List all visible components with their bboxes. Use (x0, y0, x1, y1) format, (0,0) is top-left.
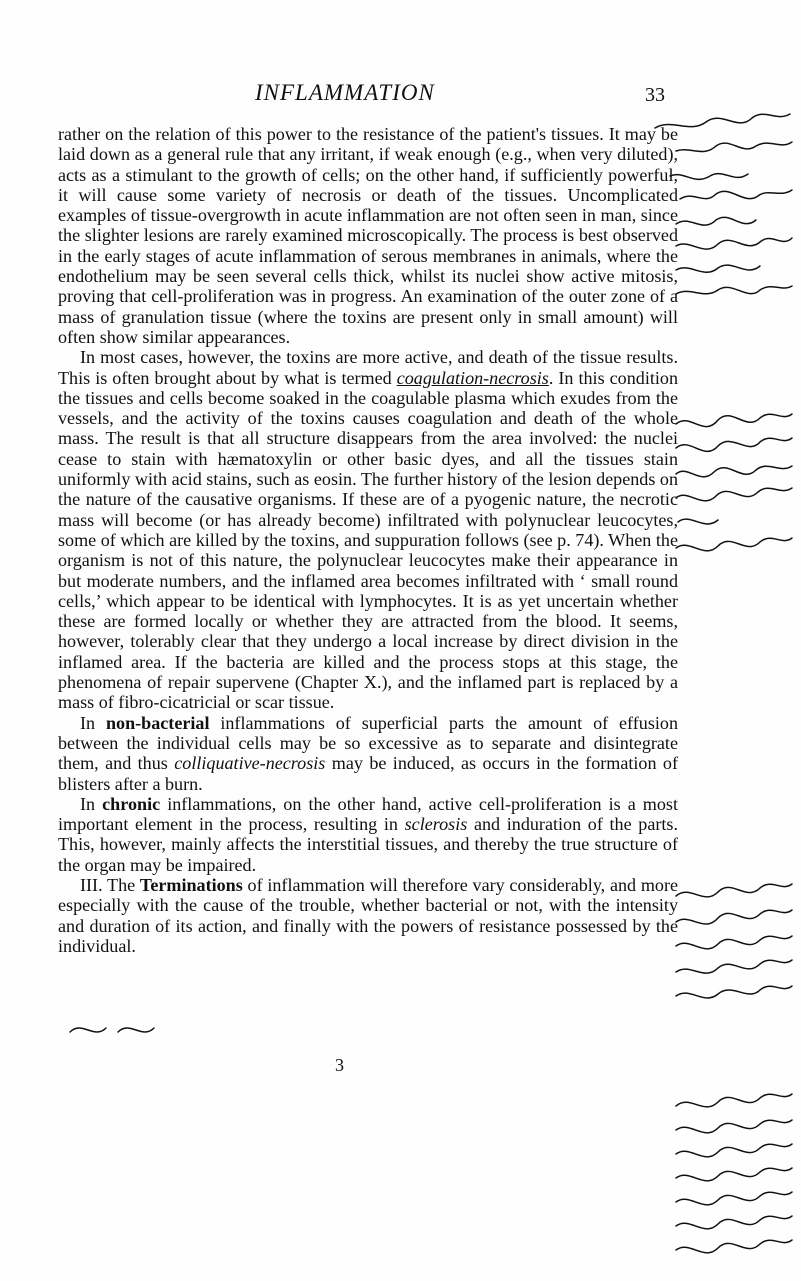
handwriting-stroke-21 (676, 1120, 792, 1133)
handwriting-mark-left-1 (70, 1028, 106, 1032)
signature-number: 3 (335, 1055, 344, 1075)
running-head: INFLAMMATION (255, 80, 435, 105)
paragraph-1-text: rather on the relation of this power to the resistance of the patient's tissues. It may be laid down as a general rule that any irritant, if weak enough (e.g., when very diluted), acts as a stimulant to the growth of cells; on the other hand, if sufficiently powerful, it will cause some variety of necrosis or death of the tissues. Uncomplicated examples of tissue-overgrowth in acute inflammation are not often seen in man, since the slighter lesions are rarely examined microscopically. The process is best observed in the early stages of acute inflammation of serous membranes in animals, where the endothelium may be seen several cells thick, whilst its nuclei show active mitosis, proving that cell-proliferation was in progress. An examination of the outer zone of a mass of granulation tissue (where the toxins are present only in small amount) will often show similar appearances. (58, 124, 678, 347)
handwriting-stroke-16 (676, 910, 792, 924)
handwriting-stroke-19 (676, 986, 792, 998)
handwriting-stroke-13 (678, 519, 718, 524)
handwriting-stroke-24 (676, 1192, 792, 1205)
handwriting-stroke-9 (676, 414, 792, 427)
handwriting-stroke-14 (676, 538, 792, 551)
handwriting-stroke-10 (676, 438, 792, 451)
paragraph-5 (58, 875, 678, 956)
paragraph-3 (58, 713, 678, 794)
paragraph-2 (58, 347, 678, 712)
handwriting-stroke-11 (676, 466, 792, 477)
handwriting-stroke-23 (676, 1168, 792, 1181)
handwriting-stroke-25 (676, 1216, 792, 1229)
paragraph-4-text-a: In (80, 793, 103, 814)
handwriting-stroke-15 (676, 884, 792, 897)
handwriting-stroke-2 (676, 142, 792, 152)
handwriting-stroke-8 (676, 286, 792, 294)
paragraph-2-text-b: . In this condition the tissues and cells become soaked in the coagulable plasma which exudes from the vessels, and the activity of the toxins causes coagulation and death of the whole mass. The result is that all structure disappears from the area involved: the nuclei cease to stain with hæmatoxylin or other basic dyes, and all the tissues stain uniformly with acid stains, such as eosin. The further history of the lesion depends on the nature of the causative organisms. If these are of a pyogenic nature, the necrotic mass will become (or has already become) infiltrated with polynuclear leucocytes, some of which are killed by the toxins, and suppuration follows (see p. 74). When the organism is not of this nature, the polynuclear leucocytes make their appearance in but moderate numbers, and the inflamed area becomes infiltrated with ‘ small round cells,’ which appear to be identical with lymphocytes. It is as yet uncertain whether these are formed locally or whether they are attracted from the blood. It seems, however, tolerably clear that they undergo a local increase by direct division in the inflamed area. If the bacteria are killed and the process stops at this stage, the phenomena of repair supervene (Chapter X.), and the inflamed part is replaced by a mass of fibro-cicatricial or scar tissue. (58, 367, 678, 713)
colliquative-necrosis-term: colliquative-necrosis (174, 753, 326, 774)
handwriting-stroke-6 (676, 238, 792, 249)
paragraph-4-text-b: inflammations, on the other hand, active cell-proliferation is a most important element in the process, resulting in (58, 793, 678, 835)
handwriting-stroke-20 (676, 1094, 792, 1107)
paragraph-2-text-a: In most cases, however, the toxins are more active, and death of the tissue results. This is often brought about by what is termed (58, 347, 678, 388)
coagulation-necrosis-term: coagulation-necrosis (396, 367, 549, 388)
handwriting-stroke-17 (676, 936, 792, 949)
handwriting-stroke-18 (676, 960, 792, 973)
handwriting-stroke-22 (676, 1144, 792, 1157)
paragraph-4-text-c: and induration of the parts. This, however, mainly affects the interstitial tissues, and thereby the true structure of the organ may be impaired. (58, 814, 678, 875)
chronic-term: chronic (102, 793, 161, 814)
paragraph-5-text-a: III. The (80, 874, 140, 895)
terminations-term: Terminations (139, 874, 243, 895)
handwriting-stroke-26 (676, 1240, 792, 1253)
handwriting-stroke-12 (676, 488, 792, 501)
non-bacterial-term: non-bacterial (105, 712, 210, 733)
page-number: 33 (645, 84, 665, 106)
paragraph-3-text-c: may be induced, as occurs in the formation of blisters after a burn. (58, 753, 679, 794)
handwriting-stroke-3 (670, 174, 748, 180)
handwriting-mark-left-2 (118, 1028, 154, 1032)
paragraph-5-text-b: of inflammation will therefore vary considerably, and more especially with the cause of the trouble, whether bacterial or not, with the intensity and duration of its action, and finally with the powers of resistance possessed by the individual. (58, 874, 678, 956)
body-text (58, 124, 678, 956)
handwriting-stroke-7 (676, 265, 760, 272)
paragraph-4 (58, 794, 678, 875)
handwriting-stroke-4 (680, 190, 792, 199)
paragraph-3-text-b: inflammations of superficial parts the amount of effusion between the individual cells may be so excessive as to separate and disintegrate them, and thus (58, 712, 678, 774)
paragraph-1 (58, 124, 678, 347)
paragraph-3-text-a: In (80, 712, 106, 733)
page-header (0, 80, 801, 110)
handwriting-stroke-5 (676, 217, 756, 225)
sclerosis-term: sclerosis (404, 814, 468, 835)
